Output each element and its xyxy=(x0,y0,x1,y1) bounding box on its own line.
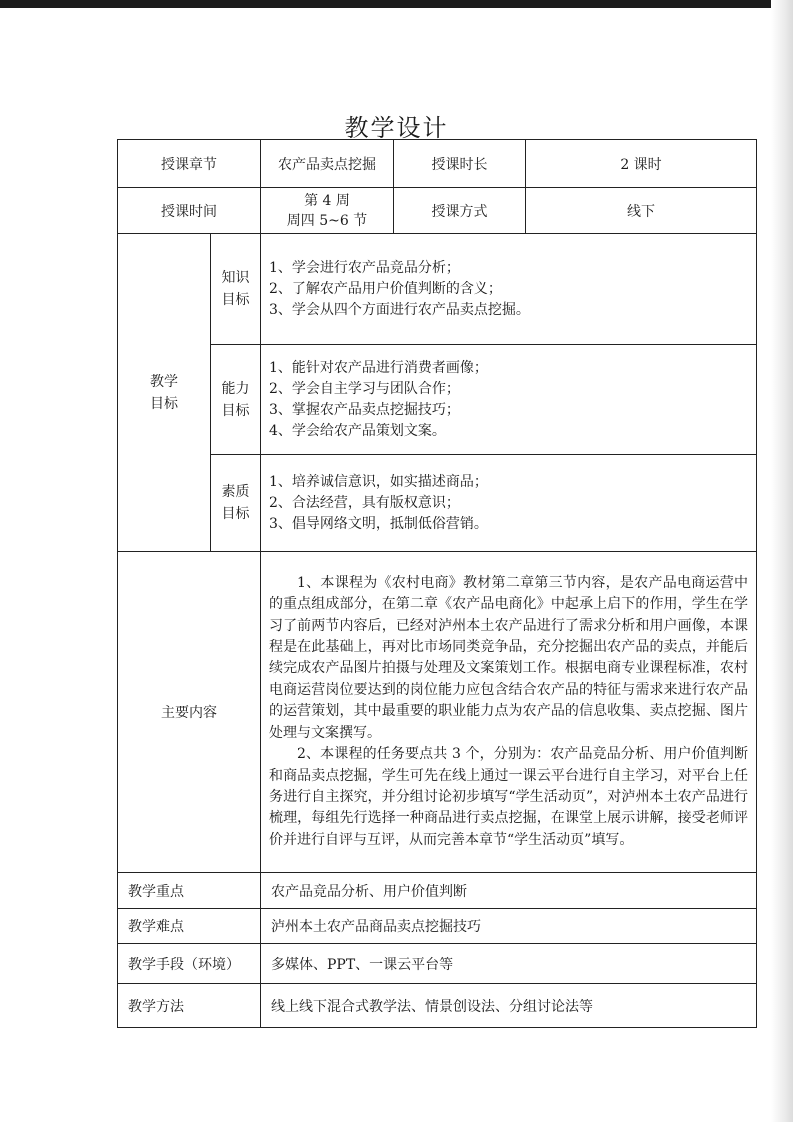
time-value-week: 第 4 周 xyxy=(304,192,350,209)
methods-value: 线上线下混合式教学法、情景创设法、分组讨论法等 xyxy=(261,984,757,1028)
mode-value: 线下 xyxy=(526,188,757,234)
means-label: 教学手段（环境） xyxy=(118,944,261,984)
ability-label-line1: 能力 xyxy=(221,380,250,397)
difficulties-label: 教学难点 xyxy=(118,909,261,944)
row-methods xyxy=(118,984,757,1028)
row-means xyxy=(118,944,757,984)
ability-label xyxy=(211,345,261,455)
row-main-content xyxy=(118,552,757,873)
main-content-label: 主要内容 xyxy=(118,552,261,873)
row-time xyxy=(118,188,757,234)
chapter-value: 农产品卖点挖掘 xyxy=(261,140,394,188)
list-item: 2、合法经营，具有版权意识； xyxy=(269,494,460,511)
duration-label: 授课时长 xyxy=(394,140,526,188)
main-content-paragraph-1: 1、本课程为《农村电商》教材第二章第三节内容，是农产品电商运营中的重点组成部分，在第二章《农产品电商化》中起承上启下的作用，学生在学习了前两节内容后，已经对泸州本土农产品进行了需求分析和用户画像，本课程是在此基础上，再对比市场同类竞争品，充分挖掘出农产品的卖点，并能后续完成农产品图片拍摄与处理及文案策划工作。根据电商专业课程标准，农村电商运营岗位要达到的岗位能力应包含结合农产品的特征与需求来进行农产品的运营策划，其中最重要的职业能力点为农产品的信息收集、卖点挖掘、图片处理与文案撰写。 xyxy=(269,574,748,741)
knowledge-label-line1: 知识 xyxy=(221,270,250,286)
list-item: 2、学会自主学习与团队合作； xyxy=(269,380,460,397)
time-label: 授课时间 xyxy=(118,188,261,234)
list-item: 1、培养诚信意识，如实描述商品； xyxy=(269,473,488,490)
quality-items xyxy=(261,455,757,552)
quality-label-line2: 目标 xyxy=(221,506,250,522)
scan-border-right xyxy=(771,0,793,1122)
time-value xyxy=(261,188,394,234)
methods-label: 教学方法 xyxy=(118,984,261,1028)
list-item: 1、能针对农产品进行消费者画像； xyxy=(269,359,488,376)
row-ability xyxy=(118,345,757,455)
main-content-paragraph-2: 2、本课程的任务要点共 3 个，分别为：农产品竞品分析、用户价值判断和商品卖点挖掘，学生可先在线上通过一课云平台进行自主学习，对平台上任务进行自主探究，并分组讨论初步填写“学生活动页”，对泸州本土农产品进行梳理，每组先行选择一种商品进行卖点挖掘，在课堂上展示讲解，接受老师评价并进行自评与互评，从而完善本章节“学生活动页”填写。 xyxy=(269,746,748,848)
row-chapter xyxy=(118,140,757,188)
key-points-value: 农产品竞品分析、用户价值判断 xyxy=(261,873,757,909)
knowledge-label-line2: 目标 xyxy=(221,292,250,308)
row-knowledge xyxy=(118,234,757,345)
objectives-label xyxy=(118,234,211,552)
ability-items xyxy=(261,345,757,455)
objectives-label-line1: 教学 xyxy=(150,373,178,390)
difficulties-value: 泸州本土农产品商品卖点挖掘技巧 xyxy=(261,909,757,944)
quality-label xyxy=(211,455,261,552)
objectives-label-line2: 目标 xyxy=(150,395,178,412)
knowledge-label xyxy=(211,234,261,345)
key-points-label: 教学重点 xyxy=(118,873,261,909)
list-item: 3、倡导网络文明，抵制低俗营销。 xyxy=(269,515,488,532)
page-title: 教学设计 xyxy=(344,114,449,142)
ability-label-line2: 目标 xyxy=(221,402,250,419)
mode-label: 授课方式 xyxy=(394,188,526,234)
duration-value: 2 课时 xyxy=(526,140,757,188)
list-item: 4、学会给农产品策划文案。 xyxy=(269,422,446,439)
chapter-label: 授课章节 xyxy=(118,140,261,188)
row-quality xyxy=(118,455,757,552)
list-item: 1、学会进行农产品竞品分析； xyxy=(269,259,460,276)
row-key-points xyxy=(118,873,757,909)
knowledge-items xyxy=(261,234,757,345)
row-difficulties xyxy=(118,909,757,944)
lesson-plan-table xyxy=(117,139,757,1028)
means-value: 多媒体、PPT、一课云平台等 xyxy=(261,944,757,984)
scan-border-top xyxy=(0,0,793,8)
time-value-session: 周四 5~6 节 xyxy=(286,212,368,229)
main-content-text xyxy=(261,552,757,873)
list-item: 3、学会从四个方面进行农产品卖点挖掘。 xyxy=(269,301,530,318)
list-item: 3、掌握农产品卖点挖掘技巧； xyxy=(269,401,460,418)
list-item: 2、了解农产品用户价值判断的含义； xyxy=(269,280,502,297)
quality-label-line1: 素质 xyxy=(221,484,250,500)
